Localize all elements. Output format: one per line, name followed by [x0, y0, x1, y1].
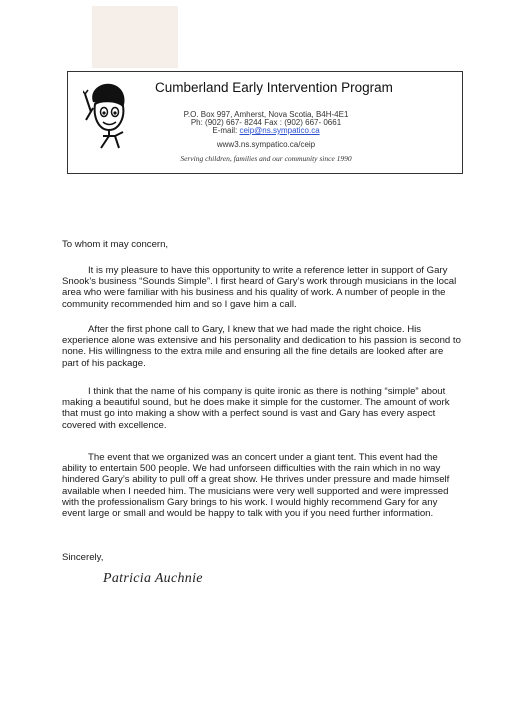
paragraph-1	[62, 265, 462, 310]
email-label: E-mail:	[212, 126, 240, 135]
paragraph-3	[62, 386, 462, 431]
paragraph-text: The event that we organized was an concert under a giant tent. This event had the ability to entertain 500 people. We had unforseen difficulties with the rain which in no way hindered Gary’s ability to pull off a great show. He thrives under pressure and made himself available when I needed him. The musicians were very well supported and were impressed with the professionalism Gary brings to his work. I would highly recommend Gary for any event large or small and would be happy to talk with you if you need further information.	[62, 452, 450, 520]
closing: Sincerely,	[62, 552, 104, 563]
paragraph-text: After the first phone call to Gary, I knew that we had made the right choice. His experience alone was extensive and his personality and dedication to his passion is second to none. His willingness to the extra mile and ensuring all the fine details are looked after are part of his package.	[62, 324, 461, 369]
handwritten-signature: Patricia Auchnie	[103, 571, 203, 586]
org-address: P.O. Box 997, Amherst, Nova Scotia, B4H-4E1	[183, 110, 349, 119]
letterhead-box	[67, 71, 463, 174]
org-name: Cumberland Early Intervention Program	[155, 80, 393, 95]
paragraph-text: It is my pleasure to have this opportunity to write a reference letter in support of Gary Snook’s business “Sounds Simple”. I first heard of Gary’s work through musicians in the local area who were familiar with his business and his quality of work. A number of people in the community recommended him and so I gave him a call.	[62, 265, 457, 310]
org-website: www3.ns.sympatico.ca/ceip	[216, 140, 316, 149]
paragraph-2	[62, 324, 462, 369]
org-email-line	[68, 126, 464, 135]
paragraph-4	[62, 452, 462, 519]
paper-smudge	[92, 6, 178, 68]
salutation: To whom it may concern,	[62, 239, 169, 250]
org-phone-fax: Ph: (902) 667- 8244 Fax : (902) 667- 0661	[190, 118, 342, 127]
org-tagline: Serving children, families and our community since 1990	[180, 154, 352, 163]
paragraph-text: I think that the name of his company is quite ironic as there is nothing “simple” about making a beautiful sound, but he does make it simple for the customer. The amount of work that must go into making a show with a perfect sound is vast and Gary has every aspect covered with excellence.	[62, 386, 450, 431]
email-link[interactable]: ceip@ns.sympatico.ca	[239, 126, 320, 135]
